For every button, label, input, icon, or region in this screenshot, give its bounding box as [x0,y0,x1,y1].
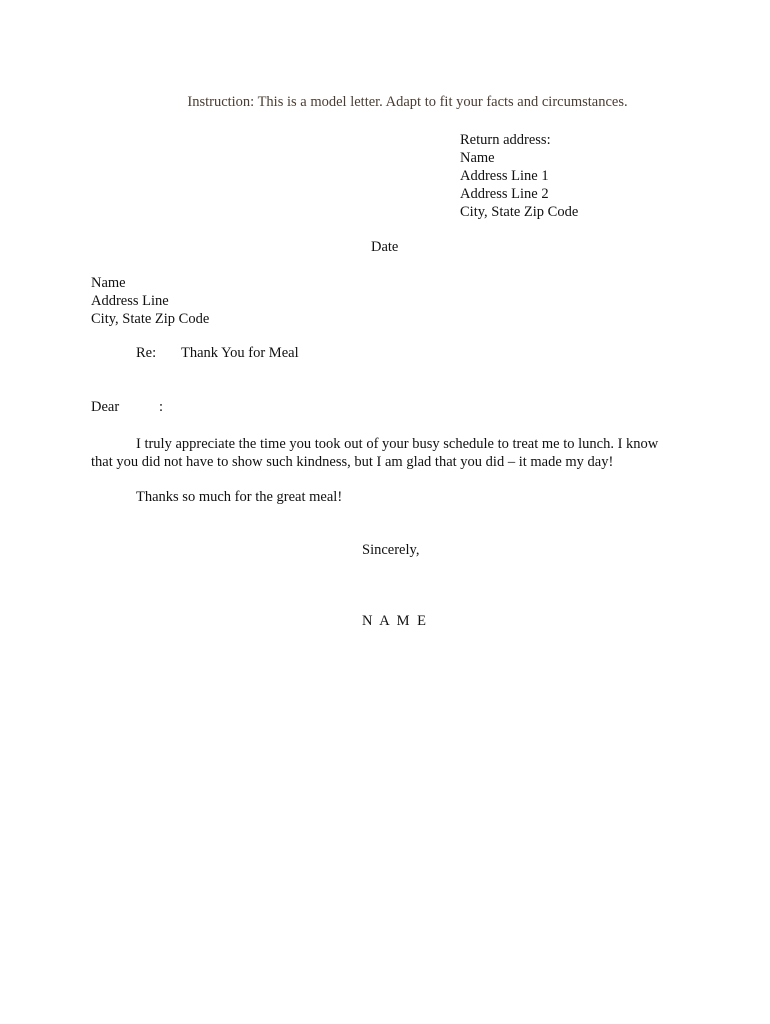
body-line-2: that you did not have to show such kindness, but I am glad that you did – it made my day! [91,454,614,470]
instruction-note: Instruction: This is a model letter. Adapt to fit your facts and circumstances. [187,94,628,110]
body-line-1: I truly appreciate the time you took out of your busy schedule to treat me to lunch. I know [136,436,659,452]
salutation-colon: : [159,399,164,415]
closing: Sincerely, [362,542,420,558]
signature-name: N A M E [362,613,428,629]
return-address-heading: Return address: [460,132,551,148]
recipient-name: Name [91,275,126,291]
recipient-address-line: Address Line [91,293,169,309]
thanks-paragraph: Thanks so much for the great meal! [136,489,343,505]
re-label: Re: [136,345,157,361]
re-subject: Thank You for Meal [181,345,299,361]
return-address-line-2: Address Line 2 [460,186,549,202]
body-paragraph [91,435,691,471]
return-address-name: Name [460,150,495,166]
return-address-block [460,131,578,221]
return-address-city-state-zip: City, State Zip Code [460,204,579,220]
return-address-line-1: Address Line 1 [460,168,549,184]
letter-date: Date [371,239,399,255]
salutation: Dear [91,399,120,415]
recipient-city-state-zip: City, State Zip Code [91,311,210,327]
recipient-address-block [91,274,209,328]
